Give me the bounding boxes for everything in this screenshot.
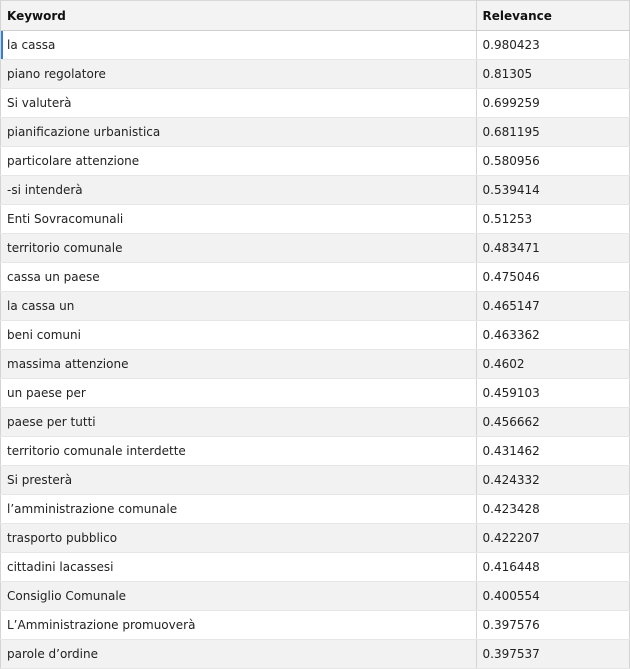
keyword-cell[interactable]: Si valuterà [1, 89, 477, 118]
table-row[interactable] [1, 321, 630, 350]
keyword-cell[interactable]: piano regolatore [1, 60, 477, 89]
keyword-cell[interactable]: parole d’ordine [1, 640, 477, 669]
column-header-relevance[interactable]: Relevance [476, 1, 629, 31]
table-row[interactable] [1, 611, 630, 640]
relevance-cell[interactable]: 0.980423 [476, 31, 629, 60]
table-body [1, 31, 630, 669]
keyword-cell[interactable]: cittadini lacassesi [1, 553, 477, 582]
keyword-cell[interactable]: la cassa [1, 31, 477, 60]
table-row[interactable] [1, 466, 630, 495]
keyword-cell[interactable]: Consiglio Comunale [1, 582, 477, 611]
relevance-cell[interactable]: 0.397576 [476, 611, 629, 640]
keyword-cell[interactable]: massima attenzione [1, 350, 477, 379]
table-row[interactable] [1, 31, 630, 60]
relevance-cell[interactable]: 0.4602 [476, 350, 629, 379]
relevance-cell[interactable]: 0.681195 [476, 118, 629, 147]
table-row[interactable] [1, 292, 630, 321]
relevance-cell[interactable]: 0.81305 [476, 60, 629, 89]
keyword-cell[interactable]: trasporto pubblico [1, 524, 477, 553]
keyword-cell[interactable]: territorio comunale [1, 234, 477, 263]
relevance-cell[interactable]: 0.580956 [476, 147, 629, 176]
relevance-cell[interactable]: 0.463362 [476, 321, 629, 350]
keyword-cell[interactable]: l’amministrazione comunale [1, 495, 477, 524]
relevance-cell[interactable]: 0.483471 [476, 234, 629, 263]
relevance-cell[interactable]: 0.400554 [476, 582, 629, 611]
table-row[interactable] [1, 379, 630, 408]
table-row[interactable] [1, 118, 630, 147]
table-header [1, 1, 630, 31]
keyword-cell[interactable]: cassa un paese [1, 263, 477, 292]
table-row[interactable] [1, 437, 630, 466]
keyword-cell[interactable]: territorio comunale interdette [1, 437, 477, 466]
table-row[interactable] [1, 495, 630, 524]
table-row[interactable] [1, 350, 630, 379]
keyword-cell[interactable]: Si presterà [1, 466, 477, 495]
keyword-cell[interactable]: beni comuni [1, 321, 477, 350]
table-row[interactable] [1, 234, 630, 263]
relevance-cell[interactable]: 0.422207 [476, 524, 629, 553]
table-row[interactable] [1, 582, 630, 611]
relevance-cell[interactable]: 0.51253 [476, 205, 629, 234]
keyword-cell[interactable]: la cassa un [1, 292, 477, 321]
relevance-cell[interactable]: 0.539414 [476, 176, 629, 205]
table-row[interactable] [1, 89, 630, 118]
relevance-cell[interactable]: 0.456662 [476, 408, 629, 437]
keyword-cell[interactable]: un paese per [1, 379, 477, 408]
column-header-keyword[interactable]: Keyword [1, 1, 477, 31]
relevance-cell[interactable]: 0.431462 [476, 437, 629, 466]
relevance-cell[interactable]: 0.397537 [476, 640, 629, 669]
keyword-cell[interactable]: L’Amministrazione promuoverà [1, 611, 477, 640]
keyword-cell[interactable]: pianificazione urbanistica [1, 118, 477, 147]
table-row[interactable] [1, 640, 630, 669]
relevance-cell[interactable]: 0.475046 [476, 263, 629, 292]
keyword-cell[interactable]: -si intenderà [1, 176, 477, 205]
table-row[interactable] [1, 147, 630, 176]
keyword-cell[interactable]: paese per tutti [1, 408, 477, 437]
relevance-cell[interactable]: 0.465147 [476, 292, 629, 321]
table-row[interactable] [1, 60, 630, 89]
relevance-cell[interactable]: 0.699259 [476, 89, 629, 118]
header-row [1, 1, 630, 31]
relevance-cell[interactable]: 0.459103 [476, 379, 629, 408]
table-row[interactable] [1, 263, 630, 292]
keyword-cell[interactable]: particolare attenzione [1, 147, 477, 176]
table-row[interactable] [1, 524, 630, 553]
table-row[interactable] [1, 553, 630, 582]
table-row[interactable] [1, 205, 630, 234]
relevance-cell[interactable]: 0.424332 [476, 466, 629, 495]
relevance-cell[interactable]: 0.423428 [476, 495, 629, 524]
table-row[interactable] [1, 408, 630, 437]
keyword-cell[interactable]: Enti Sovracomunali [1, 205, 477, 234]
relevance-cell[interactable]: 0.416448 [476, 553, 629, 582]
table-row[interactable] [1, 176, 630, 205]
